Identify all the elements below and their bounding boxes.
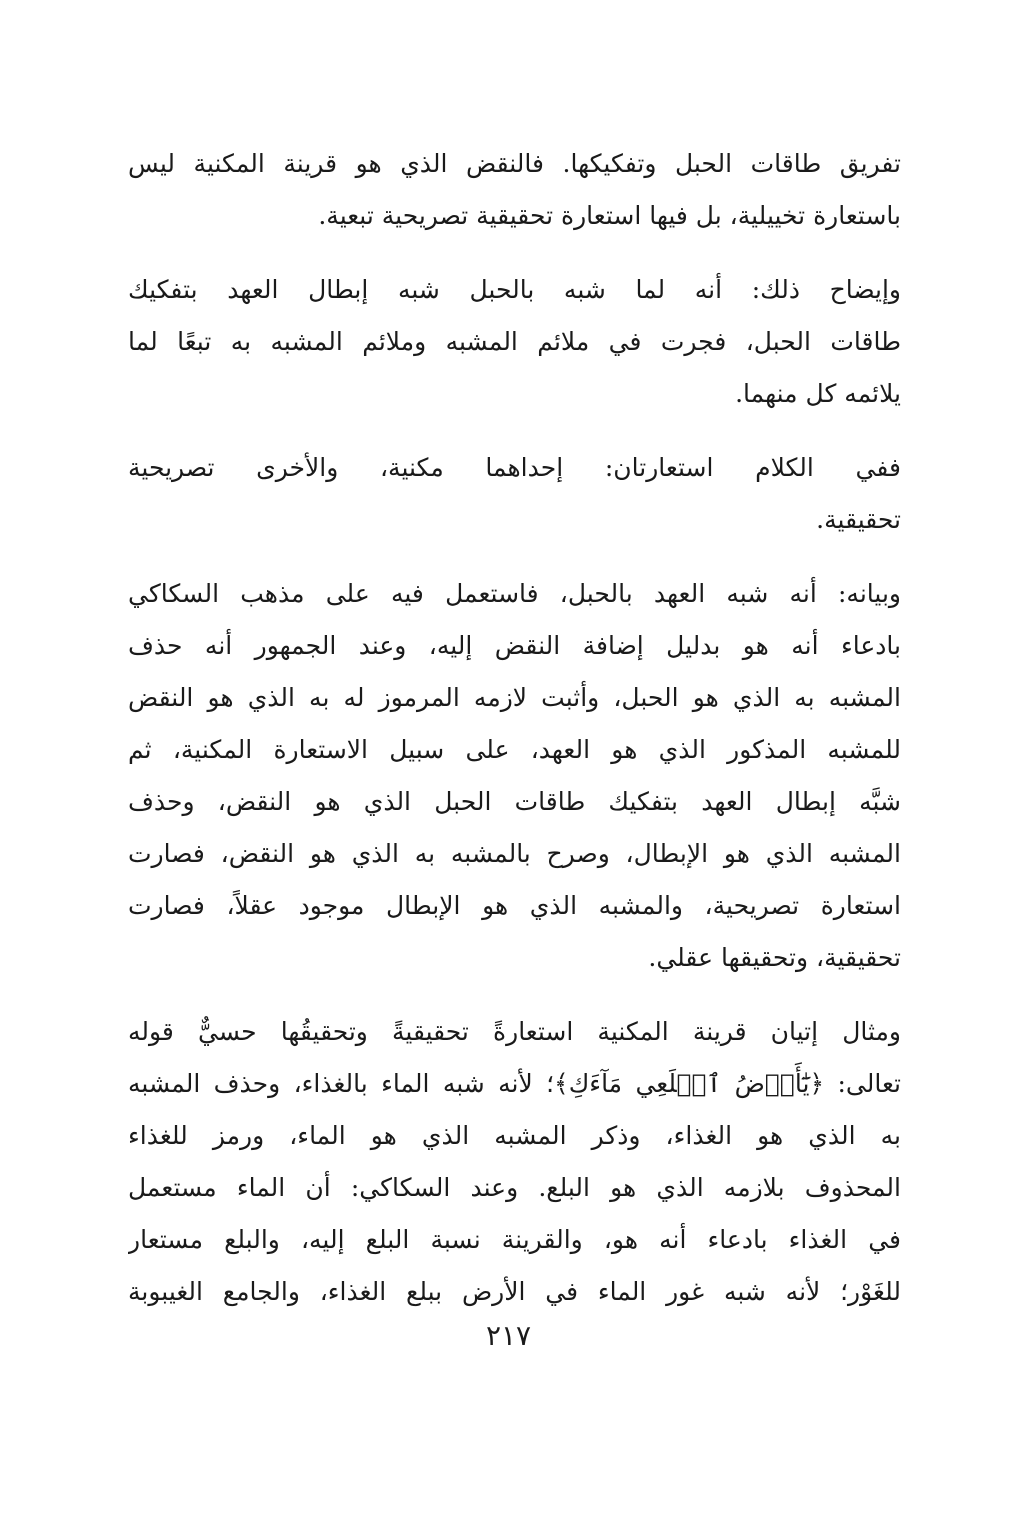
text-line: وإيضاح ذلك: أنه لما شبه بالحبل شبه إبطال العهد بتفكيك xyxy=(128,275,901,304)
text-line: المشبه الذي هو الإبطال، وصرح بالمشبه به الذي هو النقض، فصارت xyxy=(128,839,901,868)
text-line: باستعارة تخييلية، بل فيها استعارة تحقيقية تصريحية تبعية. xyxy=(318,201,901,230)
page-number: ٢١٧ xyxy=(485,1319,532,1352)
text-line: ومثال إتيان قرينة المكنية استعارةً تحقيقيةً وتحقيقُها حسيٌّ قوله xyxy=(128,1017,901,1046)
paragraph xyxy=(128,442,901,546)
text-line: للغَوْر؛ لأنه شبه غور الماء في الأرض ببلع الغذاء، والجامع الغيبوبة xyxy=(128,1277,901,1306)
text-line: استعارة تصريحية، والمشبه الذي هو الإبطال موجود عقلاً، فصارت xyxy=(128,891,901,920)
text-line: ففي الكلام استعارتان: إحداهما مكنية، والأخرى تصريحية xyxy=(128,453,901,482)
text-line: في الغذاء بادعاء أنه هو، والقرينة نسبة البلع إليه، والبلع مستعار xyxy=(128,1225,901,1254)
text-line: تعالى: ﴿يَٰٓأَرۡضُ ٱبۡلَعِي مَآءَكِ﴾؛ لأنه شبه الماء بالغذاء، وحذف المشبه xyxy=(128,1069,901,1098)
text-line: بادعاء أنه هو بدليل إضافة النقض إليه، وعند الجمهور أنه حذف xyxy=(128,631,901,660)
text-line: للمشبه المذكور الذي هو العهد، على سبيل الاستعارة المكنية، ثم xyxy=(128,735,901,764)
text-line: شبَّه إبطال العهد بتفكيك طاقات الحبل الذي هو النقض، وحذف xyxy=(128,787,901,816)
paragraph xyxy=(128,568,901,984)
paragraph xyxy=(128,138,901,242)
text-line: تحقيقية، وتحقيقها عقلي. xyxy=(648,943,901,972)
text-line: وبيانه: أنه شبه العهد بالحبل، فاستعمل فيه على مذهب السكاكي xyxy=(128,579,901,608)
text-line: به الذي هو الغذاء، وذكر المشبه الذي هو الماء، ورمز للغذاء xyxy=(128,1121,901,1150)
paragraph xyxy=(128,264,901,420)
text-line: تفريق طاقات الحبل وتفكيكها. فالنقض الذي هو قرينة المكنية ليس xyxy=(128,149,901,178)
text-line: طاقات الحبل، فجرت في ملائم المشبه وملائم المشبه به تبعًا لما xyxy=(128,327,901,356)
text-line: المشبه به الذي هو الحبل، وأثبت لازمه المرموز له به الذي هو النقض xyxy=(128,683,901,712)
page-body-text xyxy=(128,138,901,1340)
paragraph xyxy=(128,1006,901,1318)
text-line: يلائمه كل منهما. xyxy=(735,379,901,408)
text-line: المحذوف بلازمه الذي هو البلع. وعند السكاكي: أن الماء مستعمل xyxy=(128,1173,901,1202)
text-line: تحقيقية. xyxy=(816,505,901,534)
